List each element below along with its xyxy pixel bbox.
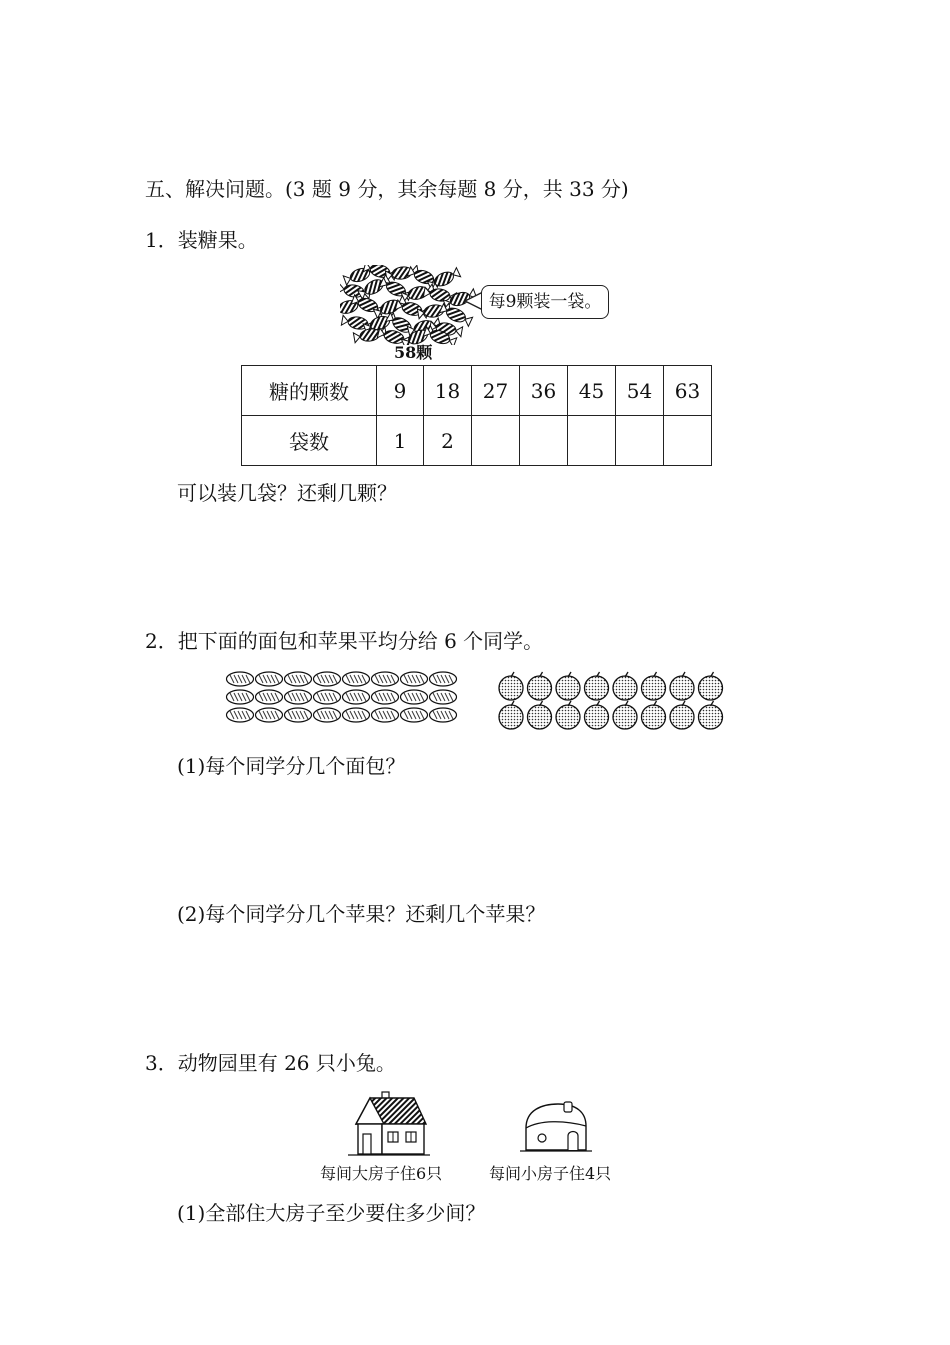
table-cell: 27 [472,366,520,416]
table-cell[interactable]: 1 [377,416,424,466]
question-2-sub-1: (1)每个同学分几个面包？ [177,754,406,778]
question-1-prompt: 可以装几袋？还剩几颗？ [177,481,397,505]
table-cell: 36 [520,366,568,416]
question-2-title: 2．把下面的面包和苹果平均分给 6 个同学。 [145,629,544,653]
table-cell: 9 [377,366,424,416]
bread-icon [227,672,254,686]
table-row-header: 糖的颗数 [242,366,377,416]
table-cell[interactable] [664,416,712,466]
apple-icon [585,701,609,729]
bread-icon [343,690,370,704]
table-cell[interactable] [520,416,568,466]
bread-icon [227,708,254,722]
apple-group-image [495,670,730,732]
candy-icon [379,277,413,301]
table-cell: 45 [568,366,616,416]
question-3-title: 3．动物园里有 26 只小兔。 [145,1051,396,1075]
apple-icon [613,701,637,729]
apple-icon [585,672,609,700]
apple-icon [528,672,552,700]
bread-icon [343,672,370,686]
apple-icon [642,701,666,729]
small-house-image [520,1100,592,1156]
bread-icon [314,672,341,686]
bread-icon [372,708,399,722]
apple-icon [670,672,694,700]
bread-icon [285,708,312,722]
apple-icon [699,672,723,700]
table-row [242,366,712,416]
small-house-label: 每间小房子住4只 [489,1164,612,1183]
apple-icon [699,701,723,729]
apple-icon [642,672,666,700]
apple-icon [613,672,637,700]
big-house-label: 每间大房子住6只 [320,1164,443,1183]
apple-icon [528,701,552,729]
bread-icon [401,708,428,722]
table-cell: 18 [424,366,472,416]
bread-icon [401,690,428,704]
table-cell: 54 [616,366,664,416]
apple-icon [556,672,580,700]
instruction-bubble: 每9颗装一袋。 [481,285,609,319]
bread-icon [256,690,283,704]
apple-icon [499,701,523,729]
bread-icon [256,708,283,722]
bread-icon [430,672,457,686]
apple-icon [670,701,694,729]
table-cell[interactable] [616,416,664,466]
question-3-sub-1: (1)全部住大房子至少要住多少间？ [177,1201,486,1225]
bread-icon [372,690,399,704]
section-title: 五、解决问题。(3 题 9 分，其余每题 8 分，共 33 分) [145,177,629,201]
table-cell[interactable]: 2 [424,416,472,466]
table-cell[interactable] [472,416,520,466]
question-1-title: 1．装糖果。 [145,228,258,252]
bread-icon [430,690,457,704]
bread-icon [372,672,399,686]
bread-icon [314,708,341,722]
apple-icon [499,672,523,700]
bread-icon [256,672,283,686]
candy-count-label: 58颗 [394,343,433,362]
table-cell: 63 [664,366,712,416]
bread-icon [285,672,312,686]
bread-icon [430,708,457,722]
table-row [242,416,712,466]
candy-table [241,365,712,466]
bread-group-image [225,669,465,727]
big-house-image [348,1090,430,1158]
bread-icon [343,708,370,722]
table-cell[interactable] [568,416,616,466]
apple-icon [556,701,580,729]
bread-icon [314,690,341,704]
bread-icon [401,672,428,686]
table-row-header: 袋数 [242,416,377,466]
question-2-sub-2: (2)每个同学分几个苹果？还剩几个苹果？ [177,902,546,926]
candy-pile-image [340,265,480,345]
bread-icon [285,690,312,704]
bread-icon [227,690,254,704]
